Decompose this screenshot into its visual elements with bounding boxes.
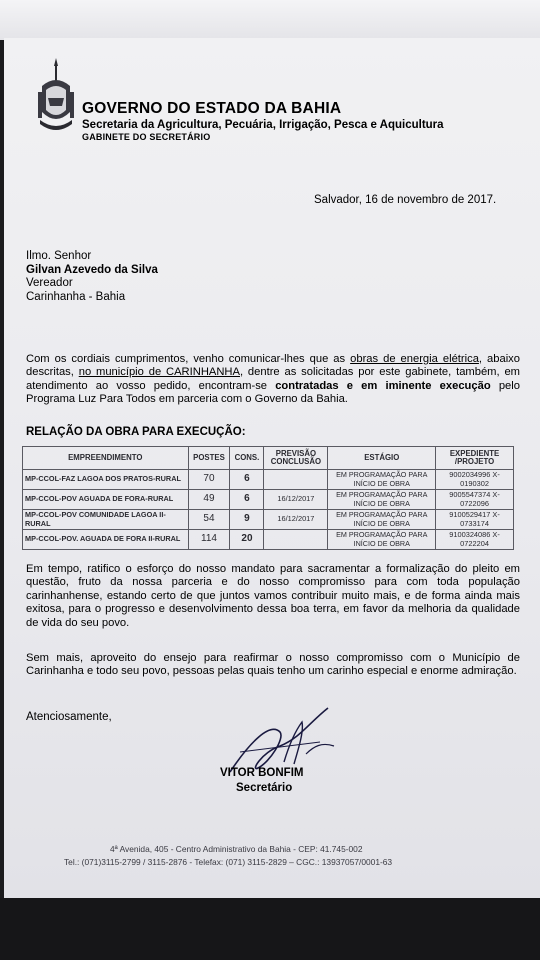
intro-bold-contratadas: contratadas e em iminente execução	[275, 379, 491, 392]
header-postes: POSTES	[188, 447, 230, 470]
government-title: GOVERNO DO ESTADO DA BAHIA	[82, 100, 342, 117]
cell-cons: 9	[230, 510, 264, 530]
intro-text-3: , dentre as solicitadas por este gabinete, também, em atendimento ao vosso pedido, encontram-se	[26, 366, 520, 392]
signer-name: VITOR BONFIM	[220, 767, 304, 779]
intro-text-2: , abaixo descritas,	[26, 353, 520, 379]
salutation: Ilmo. Senhor	[26, 250, 92, 262]
table-row	[23, 470, 514, 490]
header-empreendimento: EMPREENDIMENTO	[23, 447, 189, 470]
intro-paragraph	[26, 353, 520, 407]
table-row	[23, 530, 514, 550]
background-top	[0, 0, 540, 40]
cell-postes: 114	[188, 530, 230, 550]
cell-estagio: EM PROGRAMAÇÃO PARA INÍCIO DE OBRA	[328, 490, 436, 510]
cell-previsao: 16/12/2017	[264, 510, 328, 530]
date-line: Salvador, 16 de novembro de 2017.	[314, 194, 497, 206]
cell-estagio: EM PROGRAMAÇÃO PARA INÍCIO DE OBRA	[328, 530, 436, 550]
addressee-name: Gilvan Azevedo da Silva	[26, 263, 158, 276]
intro-text-1: Com os cordiais cumprimentos, venho comunicar-lhes que as	[26, 353, 351, 365]
footer-address: 4ª Avenida, 405 - Centro Administrativo da Bahia - CEP: 41.745-002	[110, 844, 363, 854]
cell-empreendimento: MP-CCOL-FAZ LAGOA DOS PRATOS-RURAL	[23, 470, 189, 490]
intro-text-4: pelo Programa Luz Para Todos em parceria com o Governo da Bahia.	[26, 379, 520, 406]
cell-previsao: 16/12/2017	[264, 490, 328, 510]
cell-cons: 6	[230, 470, 264, 490]
closing-line: Atenciosamente,	[26, 711, 112, 723]
cell-expediente: 9100324086 X-0722204	[436, 530, 514, 550]
header-cons: CONS.	[230, 447, 264, 470]
cell-expediente: 9100529417 X-0733174	[436, 510, 514, 530]
cell-estagio: EM PROGRAMAÇÃO PARA INÍCIO DE OBRA	[328, 470, 436, 490]
obras-table	[22, 446, 514, 550]
background-bottom	[0, 898, 540, 960]
header-expediente: EXPEDIENTE /PROJETO	[436, 447, 514, 470]
ratification-paragraph: Em tempo, ratifico o esforço do nosso mandato para sacramentar a formalização do pleito em questão, fruto da nossa parceria e do nosso compromisso para com toda população carinhanhense, estando certo de que juntos vamos contribuir muito mais, e de forma ainda mais exitosa, para o progresso e desenvolvimento dessa boa terra, em favor da melhoria da qualidade de vida do seu povo.	[26, 563, 520, 629]
relacao-heading: RELAÇÃO DA OBRA PARA EXECUÇÃO:	[26, 426, 246, 438]
intro-underline-municipio: no município de CARINHANHA	[78, 366, 240, 379]
commitment-paragraph: Sem mais, aproveito do ensejo para reafirmar o nosso compromisso com o Município de Carinhanha e todo seu povo, pessoas pelas quais tenho um carinho especial e enorme admiração.	[26, 652, 520, 678]
header-estagio: ESTÁGIO	[328, 447, 436, 470]
cell-expediente: 9002034996 X-0190302	[436, 470, 514, 490]
secretaria-name: Secretaria da Agricultura, Pecuária, Irrigação, Pesca e Aquicultura	[82, 119, 444, 131]
addressee-city: Carinhanha - Bahia	[26, 290, 126, 303]
gabinete-label: GABINETE DO SECRETÁRIO	[82, 132, 211, 142]
cell-expediente: 9005547374 X-0722096	[436, 490, 514, 510]
cell-empreendimento: MP-CCOL-POV COMUNIDADE LAGOA II-RURAL	[23, 510, 189, 530]
footer-contacts: Tel.: (071)3115-2799 / 3115-2876 - Telefax: (071) 3115-2829 – CGC.: 13937057/0001-63	[64, 857, 393, 867]
cell-cons: 6	[230, 490, 264, 510]
cell-postes: 70	[188, 470, 230, 490]
letterhead	[82, 100, 444, 143]
cell-postes: 49	[188, 490, 230, 510]
cell-empreendimento: MP-CCOL-POV AGUADA DE FORA-RURAL	[23, 490, 189, 510]
addressee-block	[26, 250, 158, 304]
table-row	[23, 510, 514, 530]
intro-underline-obras: obras de energia elétrica	[350, 353, 479, 365]
cell-cons: 20	[230, 530, 264, 550]
cell-estagio: EM PROGRAMAÇÃO PARA INÍCIO DE OBRA	[328, 510, 436, 530]
cell-previsao	[264, 530, 328, 550]
signer-role: Secretário	[236, 782, 293, 794]
table-row	[23, 490, 514, 510]
header-previsao: PREVISÃO CONCLUSÃO	[264, 447, 328, 470]
cell-previsao	[264, 470, 328, 490]
addressee-role: Vereador	[26, 277, 73, 289]
cell-postes: 54	[188, 510, 230, 530]
cell-empreendimento: MP-CCOL-POV. AGUADA DE FORA II-RURAL	[23, 530, 189, 550]
bahia-coat-of-arms-icon	[36, 56, 76, 136]
table-header-row	[23, 447, 514, 470]
